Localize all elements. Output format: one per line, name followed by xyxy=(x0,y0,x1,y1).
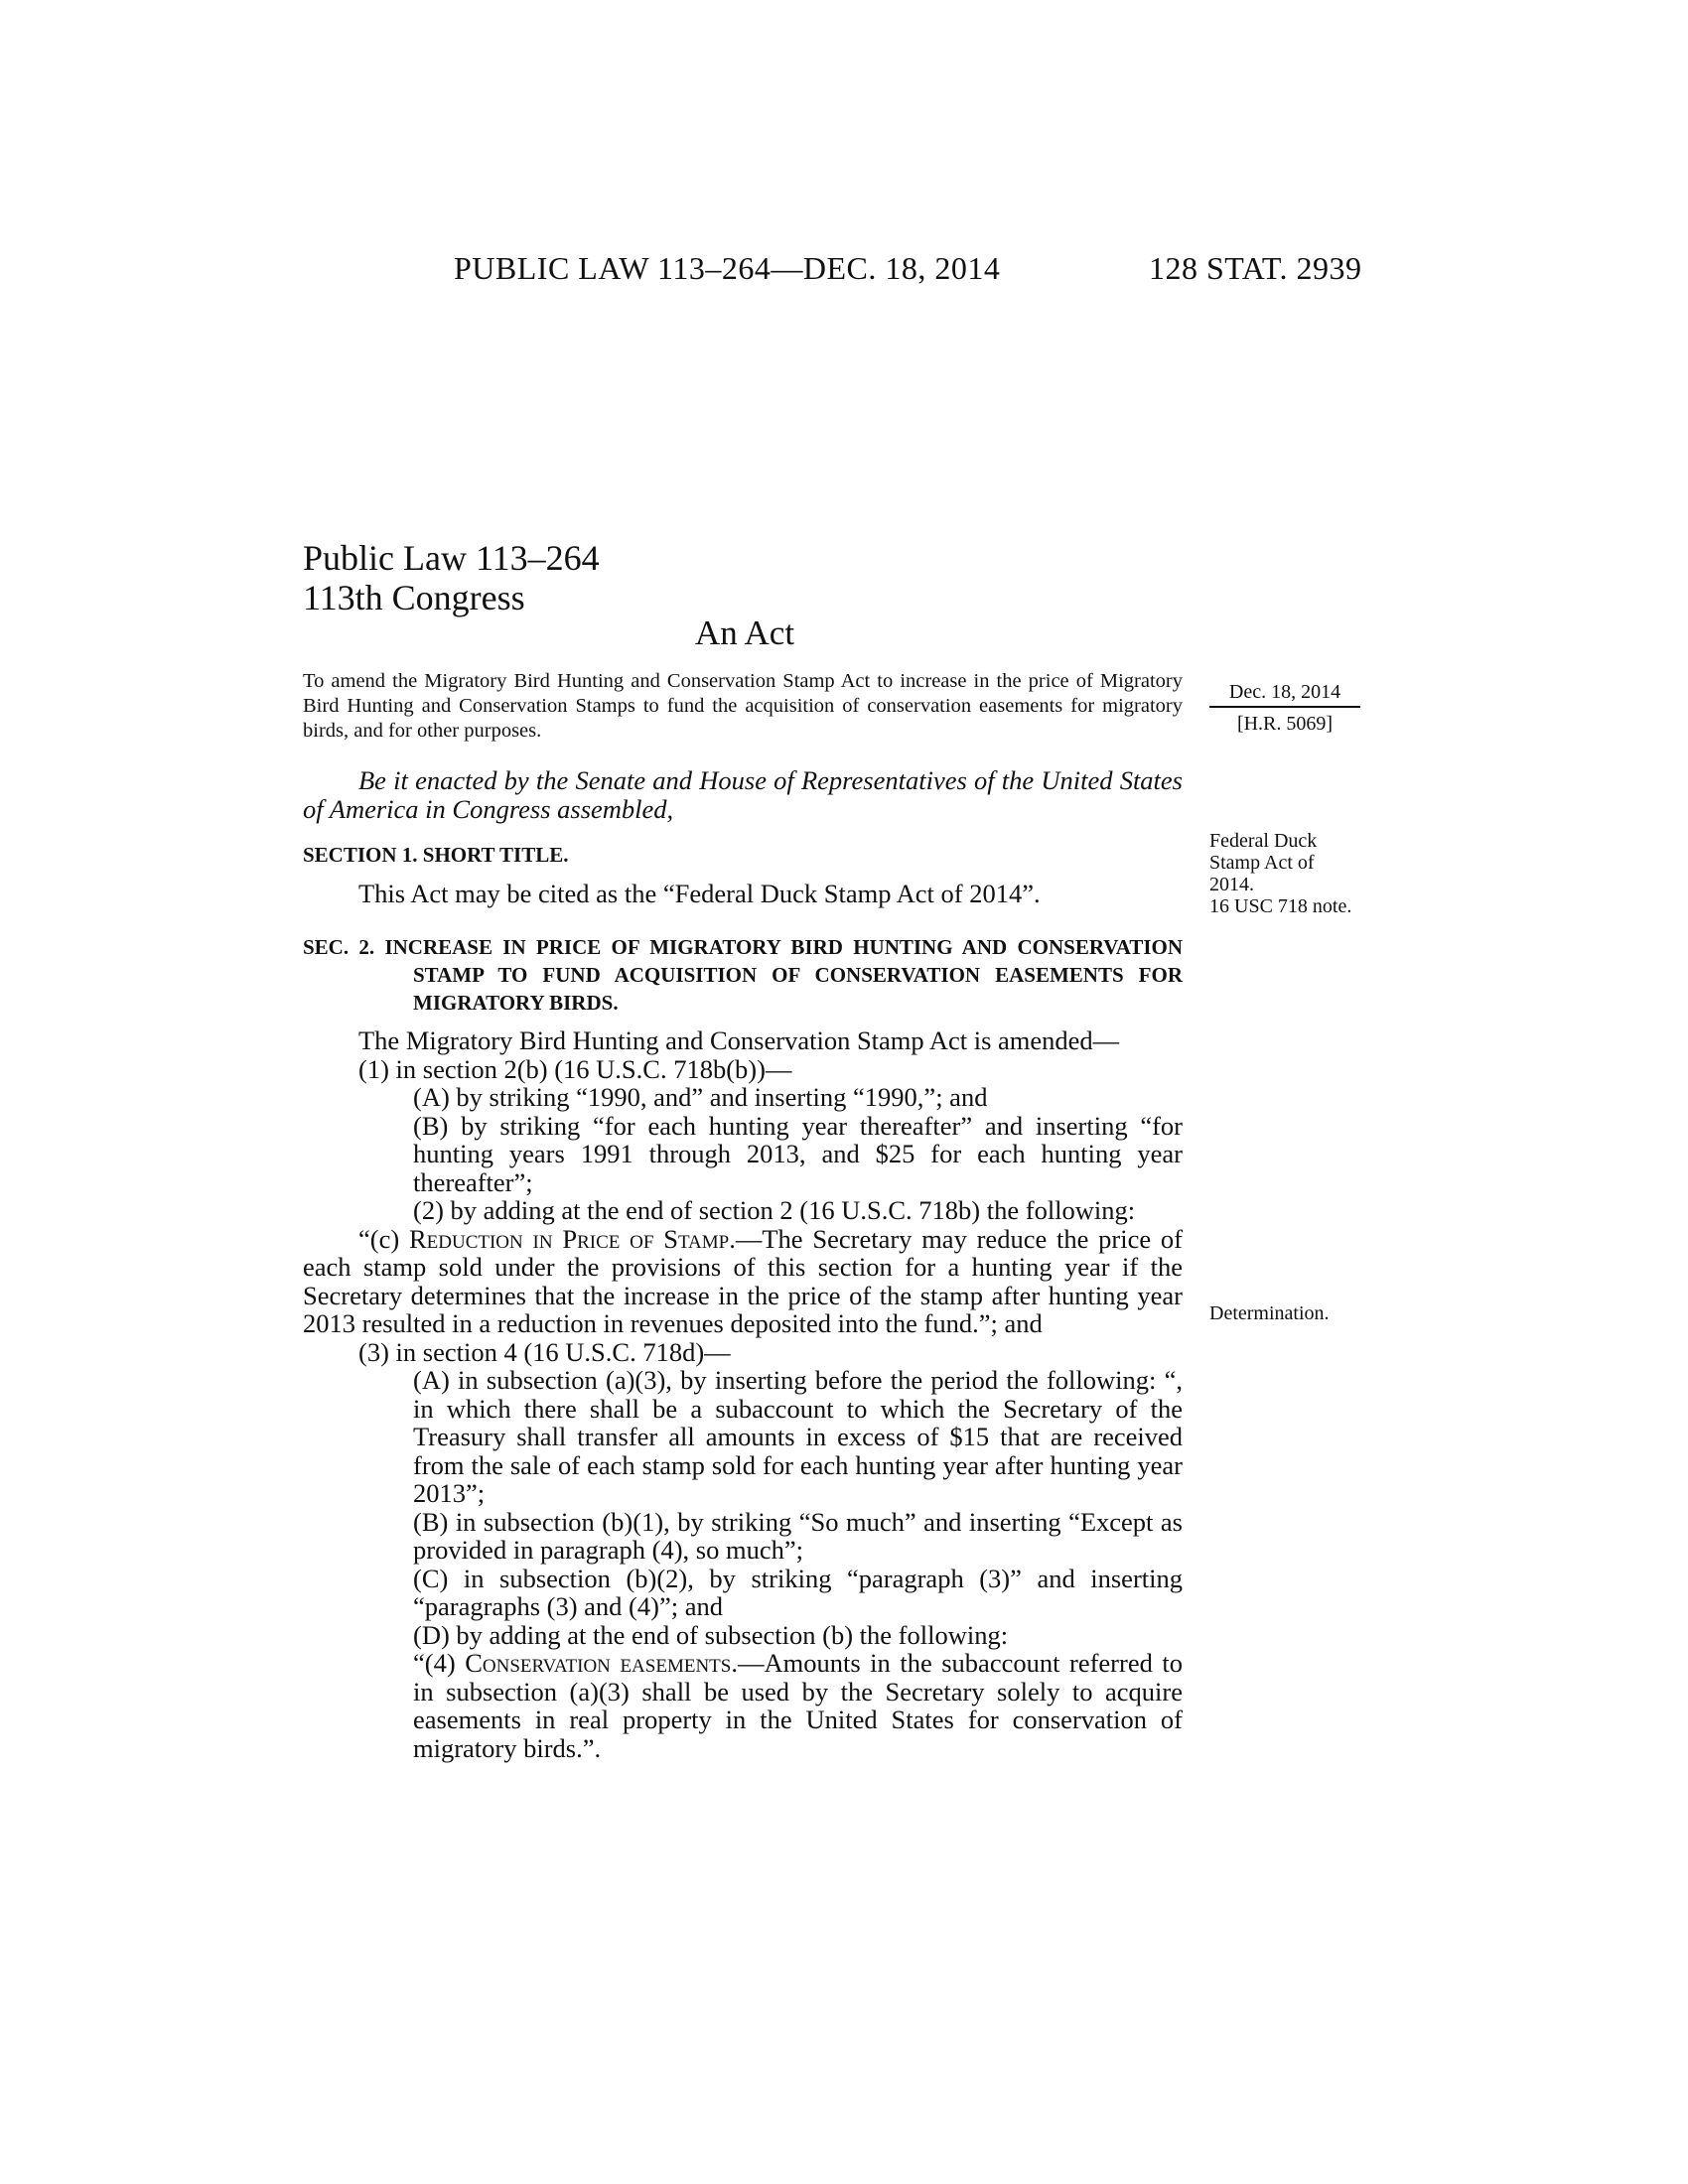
enacting-clause: Be it enacted by the Senate and House of Representatives of the United States of America in Congress assembled, xyxy=(303,765,1183,824)
margin-short-title-note xyxy=(1209,830,1388,917)
purpose-statement: To amend the Migratory Bird Hunting and Conservation Stamp Act to increase in the price of Migratory Bird Hunting and Conservation Stamps to fund the acquisition of conservation easements for migratory birds, and for other purposes. xyxy=(303,670,1183,742)
margin-date: Dec. 18, 2014 xyxy=(1209,681,1360,708)
paragraph-4-text: —Amounts in the subaccount referred to in subsection (a)(3) shall be used by the Secretary solely to acquire easements in real property in the United States for conservation of migratory birds.”. xyxy=(413,1648,1183,1763)
section-1-text: This Act may be cited as the “Federal Duck Stamp Act of 2014”. xyxy=(358,878,1041,908)
margin-usc-note: 16 USC 718 note. xyxy=(1209,895,1352,917)
act-heading: An Act xyxy=(694,614,795,652)
paragraph-4 xyxy=(303,1649,1183,1762)
subsection-c xyxy=(303,1225,1183,1338)
subsection-c-heading: Reduction in Price of Stamp. xyxy=(408,1223,736,1254)
paragraph-1-a: (A) by striking “1990, and” and inserting “1990,”; and xyxy=(413,1082,988,1112)
running-head-left: PUBLIC LAW 113–264—DEC. 18, 2014 xyxy=(454,250,1001,286)
running-head-page-number: 128 STAT. 2939 xyxy=(1149,250,1362,286)
section-2-heading: SEC. 2. INCREASE IN PRICE OF MIGRATORY BIRD HUNTING AND CONSERVATION STAMP TO FUND ACQUISITION OF CONSERVATION EASEMENTS FOR MIGRATORY BIRDS. xyxy=(303,935,1183,1015)
margin-bill-number: [H.R. 5069] xyxy=(1236,713,1334,735)
subsection-c-text: —The Secretary may reduce the price of each stamp sold under the provisions of this section for a hunting year if the Secretary determines that the increase in the price of the stamp after hunting year 2013 resulted in a reduction in revenues deposited into the fund.”; and xyxy=(303,1223,1183,1338)
paragraph-3-c: (C) in subsection (b)(2), by striking “paragraph (3)” and inserting “paragraphs (3) and (4)”; and xyxy=(413,1563,1183,1621)
paragraph-4-open: “(4) xyxy=(413,1648,466,1678)
section-2-intro: The Migratory Bird Hunting and Conservation Stamp Act is amended— xyxy=(358,1025,1120,1055)
paragraph-3-d: (D) by adding at the end of subsection (b) the following: xyxy=(413,1619,1009,1650)
paragraph-2: (2) by adding at the end of section 2 (16 U.S.C. 718b) the following: xyxy=(413,1195,1136,1225)
paragraph-1: (1) in section 2(b) (16 U.S.C. 718b(b))— xyxy=(358,1053,792,1084)
subsection-c-open: “(c) xyxy=(358,1223,409,1254)
congress-label: 113th Congress xyxy=(303,578,525,617)
section-1-heading: SECTION 1. SHORT TITLE. xyxy=(303,843,569,867)
paragraph-3-a: (A) in subsection (a)(3), by inserting before the period the following: “, in which there shall be a subaccount to which the Secretary of the Treasury shall transfer all amounts in excess of $15 that are received from the sale of each stamp sold for each hunting year after hunting year 2013”; xyxy=(413,1365,1183,1508)
margin-determination-note: Determination. xyxy=(1209,1302,1330,1324)
public-law-title: Public Law 113–264 xyxy=(303,538,600,578)
act-body xyxy=(303,766,1183,1762)
paragraph-3: (3) in section 4 (16 U.S.C. 718d)— xyxy=(358,1336,731,1367)
paragraph-4-heading: Conservation easements. xyxy=(465,1648,738,1678)
paragraph-1-b: (B) by striking “for each hunting year thereafter” and inserting “for hunting years 1991 through 2013, and $25 for each hunting year thereafter”; xyxy=(413,1110,1183,1197)
paragraph-3-b: (B) in subsection (b)(1), by striking “So much” and inserting “Except as provided in paragraph (4), so much”; xyxy=(413,1506,1183,1565)
margin-short-title: Federal Duck Stamp Act of 2014. xyxy=(1209,830,1318,895)
